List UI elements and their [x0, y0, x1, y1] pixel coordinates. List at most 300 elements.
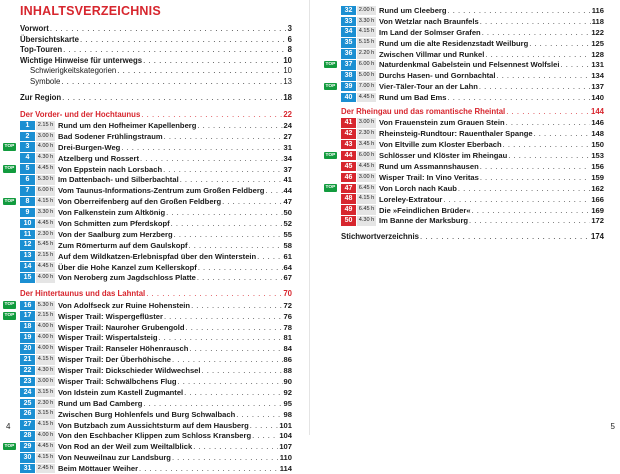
tour-page: 131: [591, 60, 604, 70]
right-page: [316, 0, 620, 435]
tour-number-badge: 31: [20, 464, 35, 474]
leader-dots: [184, 388, 282, 397]
tour-page: 118: [591, 16, 604, 26]
leader-dots: [141, 110, 282, 121]
tour-entry[interactable]: [20, 262, 292, 273]
leader-dots: [172, 453, 279, 462]
tour-number-badge: 10: [20, 219, 35, 229]
leader-dots: [189, 344, 282, 353]
leader-dots: [479, 82, 590, 91]
tour-number-badge: 40: [341, 93, 356, 103]
tour-number-badge: 30: [20, 453, 35, 463]
tour-number-badge: 19: [20, 333, 35, 343]
toc-entry-region[interactable]: [20, 93, 292, 104]
duration-badge: 4.15 h: [36, 197, 55, 207]
leader-dots: [202, 366, 283, 375]
tour-page: 153: [591, 151, 604, 161]
toc-entry-front[interactable]: [20, 66, 292, 77]
tour-page: 24: [283, 120, 292, 130]
tour-entry[interactable]: [4, 164, 292, 175]
tour-list-continued: [325, 5, 604, 103]
leader-dots: [420, 232, 590, 243]
tour-page: 76: [283, 311, 292, 321]
leader-dots: [180, 175, 283, 184]
tour-title: Beim Möttauer Weiher: [58, 464, 139, 474]
tour-title: Wisper Trail: Ranseler Höhenrausch: [58, 344, 189, 354]
tour-entry[interactable]: [20, 354, 292, 365]
toc-entry-front[interactable]: [20, 24, 292, 35]
tour-title: Von Frauenstein zum Grauen Stein: [379, 118, 505, 128]
tour-number-badge: 32: [341, 6, 356, 16]
tour-number-badge: 12: [20, 240, 35, 250]
duration-badge: 4.45 h: [36, 219, 55, 229]
tour-title: Von Schmitten zum Pferdskopf: [58, 218, 170, 228]
leader-dots: [140, 154, 283, 163]
tour-page: 37: [283, 164, 292, 174]
leader-dots: [62, 93, 282, 104]
tour-entry[interactable]: [20, 398, 292, 409]
duration-badge: 4.00 h: [36, 142, 55, 152]
duration-badge: 2.45 h: [36, 464, 55, 474]
duration-badge: 2.15 h: [36, 251, 55, 261]
tour-title: Über die Hohe Kanzel zum Kellerskopf: [58, 262, 197, 272]
leader-dots: [257, 252, 282, 261]
front-matter-list: [20, 24, 292, 87]
tour-number-badge: 27: [20, 420, 35, 430]
leader-dots: [506, 118, 591, 127]
duration-badge: 4.45 h: [36, 164, 55, 174]
tour-entry[interactable]: [341, 70, 604, 81]
tour-title: Wisper Trail: Dickschieder Wildwechsel: [58, 366, 201, 376]
leader-dots: [163, 165, 282, 174]
section-heading[interactable]: [20, 110, 292, 121]
leader-dots: [191, 301, 282, 310]
duration-badge: 4.30 h: [36, 153, 55, 163]
tour-title: Von Eppstein nach Lorsbach: [58, 164, 163, 174]
leader-dots: [164, 312, 283, 321]
tour-entry[interactable]: [20, 365, 292, 376]
tour-number-badge: 6: [20, 175, 35, 185]
duration-badge: 6.45 h: [357, 205, 376, 215]
tour-title: Bad Sodener Frühlingstraum: [58, 131, 163, 141]
duration-badge: 7.00 h: [357, 82, 376, 92]
tour-entry[interactable]: [341, 49, 604, 60]
section-hintertaunus: [4, 289, 292, 474]
leader-dots: [503, 140, 591, 149]
tour-entry[interactable]: [20, 431, 292, 442]
leader-dots: [172, 355, 283, 364]
tour-page: 125: [591, 38, 604, 48]
leader-dots: [472, 206, 591, 215]
tour-number-badge: 47: [341, 184, 356, 194]
tour-title: Rund um Cleeberg: [379, 5, 447, 15]
tour-page: 72: [283, 300, 292, 310]
tour-page: 140: [591, 93, 604, 103]
top-tour-badge: TOP: [4, 144, 15, 150]
tour-number-badge: 7: [20, 186, 35, 196]
tour-entry[interactable]: [20, 207, 292, 218]
leader-dots: [448, 93, 591, 102]
duration-badge: 5.45 h: [36, 240, 55, 250]
toc-entry-front[interactable]: [20, 56, 292, 67]
leader-dots: [265, 186, 282, 195]
toc-entry-page: 10: [283, 66, 292, 75]
tour-number-badge: 46: [341, 173, 356, 183]
tour-number-badge: 5: [20, 164, 35, 174]
leader-dots: [178, 377, 283, 386]
left-page: [0, 0, 304, 474]
duration-badge: 2.00 h: [357, 6, 376, 16]
tour-title: Rund um die alte Residenzstadt Weilburg: [379, 38, 529, 48]
tour-number-badge: 14: [20, 262, 35, 272]
leader-dots: [480, 162, 591, 171]
top-tour-badge: TOP: [4, 166, 15, 172]
duration-badge: 4.45 h: [357, 93, 376, 103]
tour-title: Rund um den Hofheimer Kapellenberg: [58, 120, 197, 130]
duration-badge: 4.00 h: [36, 273, 55, 283]
tour-number-badge: 17: [20, 311, 35, 321]
tour-title: Naturdenkmal Gabelstein und Felsennest Wolfslei: [379, 60, 560, 70]
tour-number-badge: 48: [341, 194, 356, 204]
leader-dots: [252, 431, 278, 440]
duration-badge: 4.15 h: [357, 27, 376, 37]
tour-title: Von Neuweilnau zur Landsburg: [58, 453, 171, 463]
duration-badge: 3.00 h: [357, 173, 376, 183]
tour-number-badge: 33: [341, 17, 356, 27]
toc-entry-page: 174: [590, 232, 604, 242]
tour-title: Rund um Bad Camberg: [58, 398, 143, 408]
duration-badge: 4.15 h: [36, 355, 55, 365]
duration-badge: 6.45 h: [357, 184, 376, 194]
leader-dots: [50, 24, 287, 35]
tour-page: 162: [591, 183, 604, 193]
duration-badge: 4.00 h: [36, 333, 55, 343]
tour-title: Von Adolfseck zur Ruine Hohenstein: [58, 300, 191, 310]
tour-entry[interactable]: [20, 452, 292, 463]
tour-entry[interactable]: [341, 27, 604, 38]
section-heading[interactable]: [20, 289, 292, 300]
duration-badge: 4.15 h: [36, 453, 55, 463]
tour-number-badge: 28: [20, 431, 35, 441]
duration-badge: 4.15 h: [357, 194, 376, 204]
leader-dots: [143, 56, 282, 67]
tour-page: 31: [283, 142, 292, 152]
tour-page: 50: [283, 208, 292, 218]
toc-entry-page: 18: [283, 93, 292, 102]
tour-page: 88: [283, 366, 292, 376]
tour-title: Im Dattenbach- und Silberbachtal: [58, 175, 179, 185]
tour-number-badge: 37: [341, 60, 356, 70]
section-heading[interactable]: [341, 107, 604, 118]
tour-entry[interactable]: [341, 118, 604, 129]
tour-number-badge: 15: [20, 273, 35, 283]
tour-page: 159: [591, 172, 604, 182]
duration-badge: 2.15 h: [36, 311, 55, 321]
toc-title: INHALTSVERZEICHNIS: [20, 4, 161, 18]
tour-page: 122: [591, 27, 604, 37]
top-tour-badge: TOP: [4, 302, 15, 308]
tour-title: Wisper Trail: Schwälbchens Flug: [58, 377, 177, 387]
toc-entry-front[interactable]: [20, 35, 292, 46]
tour-title: Von der Saalburg zum Herzberg: [58, 229, 173, 239]
tour-page: 55: [283, 229, 292, 239]
tour-title: Auf dem Wildkatzen-Erlebnispfad über den Winterstein: [58, 251, 257, 261]
tour-page: 137: [591, 82, 604, 92]
tour-entry[interactable]: [20, 420, 292, 431]
tour-page: 92: [283, 387, 292, 397]
tour-entry[interactable]: [341, 205, 604, 216]
tour-number-badge: 50: [341, 216, 356, 226]
tour-title: Wisper Trail: Der Überhöhische: [58, 355, 172, 365]
leader-dots: [222, 197, 282, 206]
leader-dots: [508, 151, 590, 160]
tour-page: 128: [591, 49, 604, 59]
tour-title: Zum Römerturm auf dem Gaulskopf: [58, 240, 188, 250]
tour-entry[interactable]: [20, 229, 292, 240]
tour-page: 150: [591, 140, 604, 150]
tour-entry[interactable]: [325, 59, 604, 70]
duration-badge: 3.00 h: [36, 132, 55, 142]
toc-entry-front[interactable]: [20, 45, 292, 56]
leader-dots: [63, 45, 287, 56]
toc-entry-page: 3: [287, 24, 292, 33]
tour-title: Wisper Trail: Nauroher Grubengold: [58, 322, 185, 332]
toc-entry-page: 6: [287, 34, 292, 44]
duration-badge: 4.45 h: [36, 442, 55, 452]
leader-dots: [174, 230, 283, 239]
duration-badge: 4.00 h: [36, 344, 55, 354]
section-title: Der Hintertaunus und das Lahntal: [20, 289, 146, 299]
duration-badge: 5.30 h: [36, 175, 55, 185]
leader-dots: [158, 333, 282, 342]
tour-entry[interactable]: [20, 174, 292, 185]
duration-badge: 2.30 h: [36, 399, 55, 409]
tour-number-badge: 18: [20, 322, 35, 332]
leader-dots: [197, 273, 283, 282]
tour-number-badge: 2: [20, 132, 35, 142]
tour-title: Schlösser und Klöster im Rheingau: [379, 151, 508, 161]
tour-page: 156: [591, 162, 604, 172]
section-vordertaunus: [4, 109, 292, 284]
tour-title: Im Banne der Marksburg: [379, 216, 469, 226]
tour-page: 34: [283, 153, 292, 163]
tour-title: Loreley-Extratour: [379, 194, 443, 204]
tour-number-badge: 41: [341, 118, 356, 128]
tour-number-badge: 3: [20, 142, 35, 152]
tour-number-badge: 36: [341, 49, 356, 59]
tour-number-badge: 22: [20, 366, 35, 376]
tour-page: 95: [283, 398, 292, 408]
top-tour-badge: TOP: [4, 443, 15, 449]
tour-entry[interactable]: [20, 322, 292, 333]
top-tour-badge: TOP: [325, 185, 336, 191]
tour-entry[interactable]: [20, 131, 292, 142]
tour-entry[interactable]: [325, 150, 604, 161]
leader-dots: [534, 129, 591, 138]
tour-entry[interactable]: [20, 376, 292, 387]
leader-dots: [164, 132, 283, 141]
leader-dots: [506, 107, 590, 118]
tour-entry[interactable]: [4, 300, 292, 311]
tour-entry[interactable]: [341, 16, 604, 27]
leader-dots: [139, 464, 279, 473]
top-tour-badge: TOP: [325, 61, 336, 67]
tour-entry[interactable]: [20, 343, 292, 354]
tour-title: Von Butzbach zum Aussichtsturm auf dem Hausberg: [58, 420, 249, 430]
tour-page: 148: [591, 129, 604, 139]
tour-entry[interactable]: [20, 185, 292, 196]
tour-page: 90: [283, 377, 292, 387]
toc-entry-label: Stichwortverzeichnis: [341, 232, 419, 242]
leader-dots: [143, 399, 282, 408]
tour-number-badge: 35: [341, 38, 356, 48]
tour-page: 84: [283, 344, 292, 354]
tour-page: 27: [283, 131, 292, 141]
tour-entry[interactable]: [341, 172, 604, 183]
tour-entry[interactable]: [341, 139, 604, 150]
tour-page: 98: [283, 409, 292, 419]
tour-number-badge: 1: [20, 121, 35, 131]
leader-dots: [189, 241, 283, 250]
tour-entry[interactable]: [341, 38, 604, 49]
tour-number-badge: 44: [341, 151, 356, 161]
tour-entry[interactable]: [4, 142, 292, 153]
leader-dots: [166, 208, 282, 217]
tour-title: Von den Eschbacher Klippen zum Schloss Kransberg: [58, 431, 252, 441]
leader-dots: [529, 39, 590, 48]
leader-dots: [496, 71, 590, 80]
tour-number-badge: 39: [341, 82, 356, 92]
tour-entry[interactable]: [20, 120, 292, 131]
tour-entry[interactable]: [4, 441, 292, 452]
tour-title: Von Lorch nach Kaub: [379, 183, 457, 193]
tour-entry[interactable]: [20, 409, 292, 420]
tour-entry[interactable]: [4, 196, 292, 207]
tour-entry[interactable]: [20, 153, 292, 164]
duration-badge: 4.15 h: [36, 420, 55, 430]
tour-page: 116: [591, 5, 604, 15]
tour-entry[interactable]: [4, 311, 292, 322]
tour-title: Vier-Täler-Tour an der Lahn: [379, 82, 478, 92]
toc-entry-index[interactable]: [341, 232, 604, 243]
top-tour-badge: TOP: [325, 83, 336, 89]
tour-number-badge: 45: [341, 162, 356, 172]
tour-title: Durchs Hasen- und Gornbachtal: [379, 71, 496, 81]
toc-entry-label: Schwierigkeitskategorien: [30, 66, 117, 75]
leader-dots: [458, 184, 590, 193]
leader-dots: [146, 289, 282, 300]
tour-entry[interactable]: [325, 81, 604, 92]
page-number-right: 5: [610, 422, 615, 431]
leader-dots: [236, 410, 282, 419]
duration-badge: 4.45 h: [357, 162, 376, 172]
tour-title: Von Idstein zum Kastell Zugmantel: [58, 387, 184, 397]
duration-badge: 2.15 h: [36, 121, 55, 131]
tour-entry[interactable]: [325, 183, 604, 194]
tour-entry[interactable]: [341, 161, 604, 172]
tour-number-badge: 11: [20, 230, 35, 240]
tour-number-badge: 4: [20, 153, 35, 163]
duration-badge: 4.30 h: [36, 366, 55, 376]
leader-dots: [121, 143, 282, 152]
tour-entry[interactable]: [341, 194, 604, 205]
tour-entry[interactable]: [20, 218, 292, 229]
leader-dots: [560, 60, 590, 69]
tour-entry[interactable]: [20, 387, 292, 398]
tour-number-badge: 29: [20, 442, 35, 452]
tour-entry[interactable]: [20, 333, 292, 344]
tour-title: Vom Taunus-Informations-Zentrum zum Großen Feldberg: [58, 186, 265, 196]
duration-badge: 2.20 h: [357, 49, 376, 59]
duration-badge: 6.00 h: [357, 60, 376, 70]
tour-page: 169: [591, 205, 604, 215]
tour-page: 86: [283, 355, 292, 365]
toc-entry-label: Zur Region: [20, 93, 62, 102]
tour-title: Atzelberg und Rossert: [58, 153, 140, 163]
toc-entry-front[interactable]: [20, 77, 292, 88]
duration-badge: 5.00 h: [357, 71, 376, 81]
toc-entry-label: Top-Touren: [20, 45, 63, 54]
leader-dots: [61, 77, 282, 88]
tour-number-badge: 13: [20, 251, 35, 261]
top-tour-badge: TOP: [4, 313, 15, 319]
duration-badge: 6.00 h: [36, 186, 55, 196]
tour-entry[interactable]: [341, 5, 604, 16]
duration-badge: 4.00 h: [36, 322, 55, 332]
tour-title: Im Land der Solmser Grafen: [379, 27, 481, 37]
tour-title: Drei-Burgen-Weg: [58, 142, 121, 152]
tour-title: Wisper Trail: Wispertalsteig: [58, 333, 158, 343]
duration-badge: 3.15 h: [36, 409, 55, 419]
tour-entry[interactable]: [341, 92, 604, 103]
tour-number-badge: 20: [20, 344, 35, 354]
leader-dots: [193, 442, 278, 451]
tour-entry[interactable]: [20, 272, 292, 283]
tour-entry[interactable]: [20, 463, 292, 474]
tour-page: 134: [591, 71, 604, 81]
toc-entry-label: Symbole: [30, 76, 61, 86]
tour-entry[interactable]: [341, 128, 604, 139]
leader-dots: [469, 216, 590, 225]
tour-page: 166: [591, 194, 604, 204]
tour-entry[interactable]: [341, 216, 604, 227]
duration-badge: 5.15 h: [357, 38, 376, 48]
leader-dots: [250, 421, 279, 430]
toc-entry-page: 8: [287, 45, 292, 54]
tour-title: Zwischen Villmar und Runkel: [379, 49, 485, 59]
duration-badge: 4.30 h: [357, 216, 376, 226]
tour-number-badge: 24: [20, 388, 35, 398]
tour-number-badge: 16: [20, 301, 35, 311]
tour-title: Die »Feindlichen Brüder«: [379, 205, 471, 215]
tour-title: Wisper Trail: In Vino Veritas: [379, 172, 479, 182]
duration-badge: 3.15 h: [36, 388, 55, 398]
toc-entry-label: Wichtige Hinweise für unterwegs: [20, 55, 143, 65]
toc-entry-page: 10: [283, 55, 292, 65]
tour-title: Von Eltville zum Kloster Eberbach: [379, 140, 502, 150]
duration-badge: 3.00 h: [357, 118, 376, 128]
section-title: Der Rheingau und das romantische Rheintal: [341, 107, 506, 117]
duration-badge: 2.30 h: [357, 129, 376, 139]
tour-page: 107: [279, 442, 292, 452]
leader-dots: [117, 66, 282, 77]
top-tour-badge: TOP: [325, 152, 336, 158]
tour-entry[interactable]: [20, 251, 292, 262]
section-page: 22: [283, 109, 292, 119]
tour-page: 47: [283, 197, 292, 207]
tour-entry[interactable]: [20, 240, 292, 251]
leader-dots: [480, 17, 591, 26]
